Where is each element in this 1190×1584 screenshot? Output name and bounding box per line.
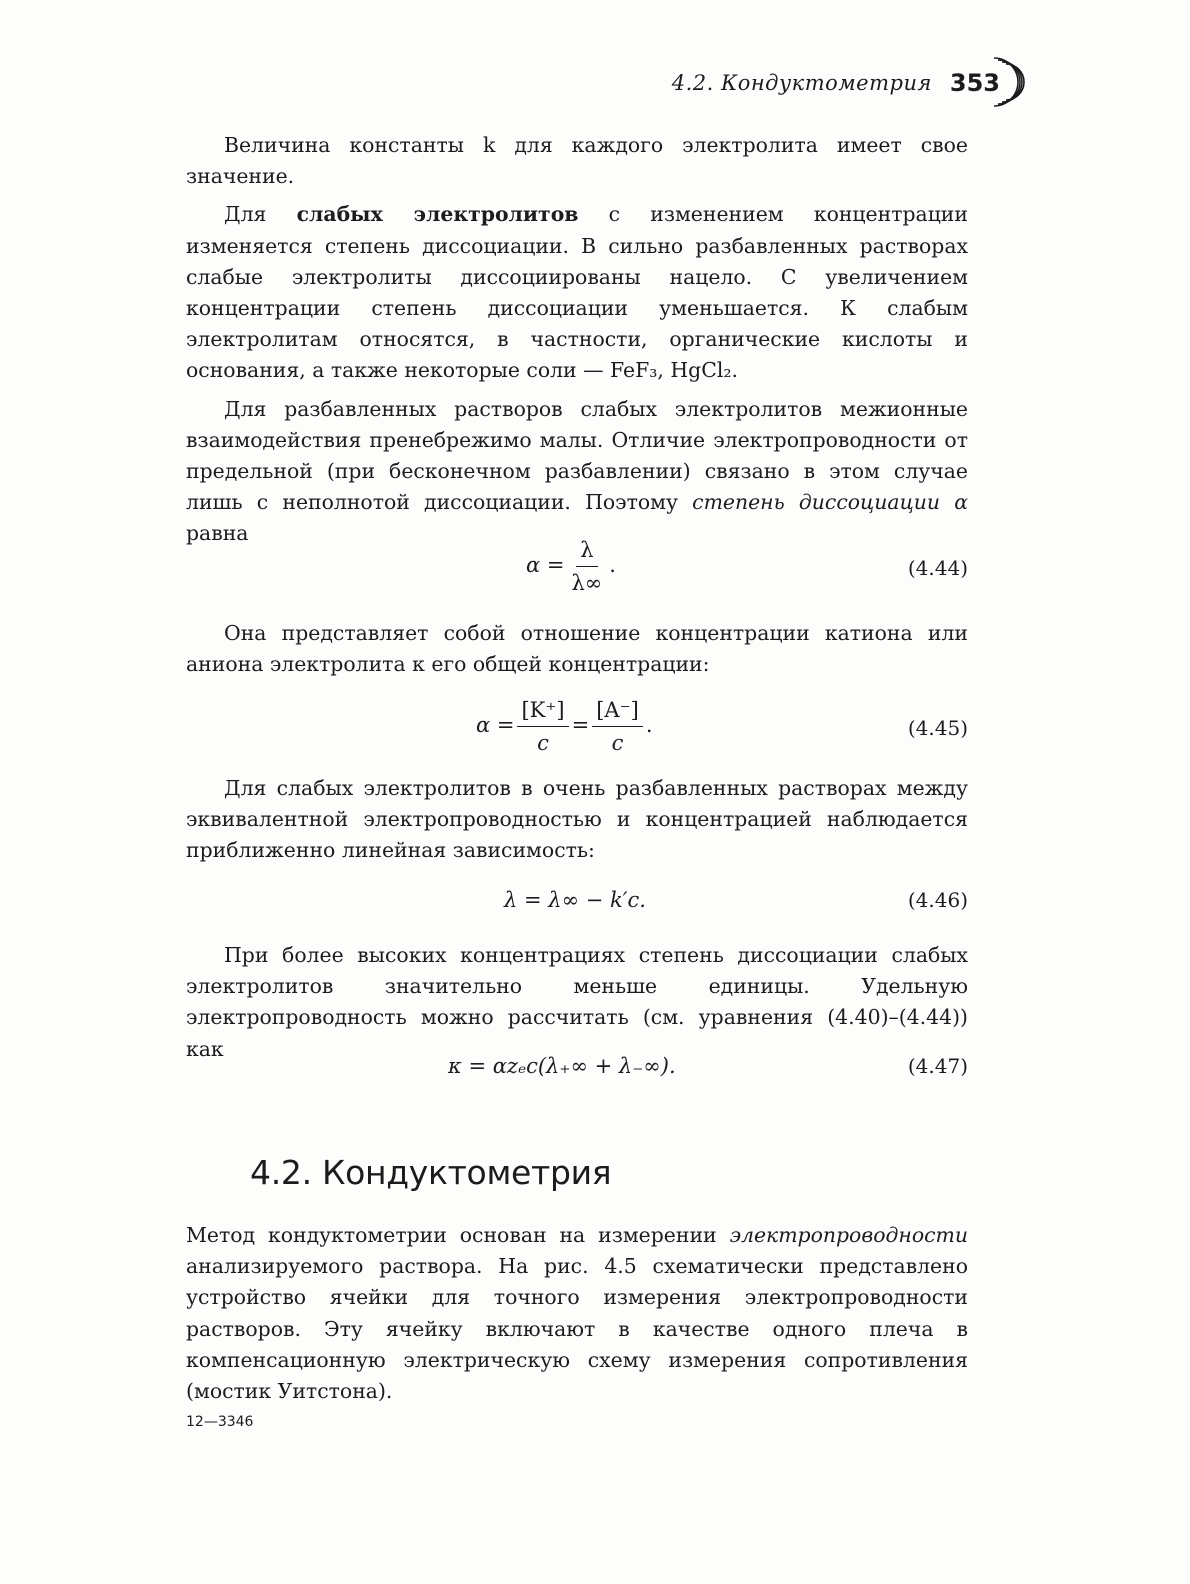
equation-4-47: κ = αzₑc(λ₊∞ + λ₋∞). (4.47) xyxy=(448,1054,968,1078)
equation-number: (4.46) xyxy=(907,888,968,912)
equation-4-44: α = $\frac{\lambda}{\lambda\infty}$ . (4.44) xyxy=(526,538,968,595)
equation-number: (4.45) xyxy=(907,716,968,740)
section-title: 4.2. Кондуктометрия xyxy=(250,1153,612,1192)
signature-code: 12—3346 xyxy=(186,1414,254,1430)
text-block-4 xyxy=(186,940,968,1065)
paragraph-weak-electrolytes: Для слабых электролитов с изменением концентрации изменяется степень диссоциации. В сильно разбавленных растворах слабые электролиты диссоциированы нацело. С увеличением концентрации степень диссоциации уменьшается. К слабым электролитам относятся, в частности, органические кислоты и основания, а также некоторые соли — FeF₃, HgCl₂. xyxy=(186,202,968,383)
running-title: 4.2. Кондуктометрия xyxy=(671,71,932,95)
paragraph-conductometry-method: Метод кондуктометрии основан на измерении электропроводности анализируемого раствора. На рис. 4.5 схематически представлено устройство ячейки для точного измерения электропроводности растворов. Эту ячейку включают в качестве одного плеча в компенсационную электрическую схему измерения сопротивления (мостик Уитстона). xyxy=(186,1223,968,1404)
equation-4-46: λ = λ∞ − k′c. (4.46) xyxy=(504,888,968,912)
paragraph-linear-dependence: Для слабых электролитов в очень разбавленных растворах между эквивалентной электропроводностью и концентрацией наблюдается приближенно линейная зависимость: xyxy=(186,776,968,863)
paragraph-dilute-solutions: Для разбавленных растворов слабых электролитов межионные взаимодействия пренебрежимо малы. Отличие электропроводности от предельной (при бесконечном разбавлении) связано в этом случае лишь с неполнотой диссоциации. Поэтому степень диссоциации α равна xyxy=(186,396,968,546)
paragraph-constant-k: Величина константы k для каждого электролита имеет свое значение. xyxy=(186,133,968,189)
text-block-3 xyxy=(186,773,968,867)
running-header xyxy=(672,58,1000,108)
text-block-2 xyxy=(186,618,968,680)
page-number-arcs-icon xyxy=(988,54,1034,110)
page-number: 353 xyxy=(949,69,1000,97)
paragraph-higher-concentrations: При более высоких концентрациях степень диссоциации слабых электролитов значительно меньше единицы. Удельную электропроводность можно рассчитать (см. уравнения (4.40)–(4.44)) как xyxy=(186,943,968,1061)
equation-number: (4.44) xyxy=(907,556,968,580)
equation-4-45: α = $\frac{[K^+]}{c}$ = $\frac{[A^-]}{c}$ . (4.45) xyxy=(476,698,968,755)
text-block-1 xyxy=(186,130,968,550)
text-block-5 xyxy=(186,1220,968,1407)
equation-number: (4.47) xyxy=(907,1054,968,1078)
paragraph-cation-anion: Она представляет собой отношение концентрации катиона или аниона электролита к его общей концентрации: xyxy=(186,621,968,677)
